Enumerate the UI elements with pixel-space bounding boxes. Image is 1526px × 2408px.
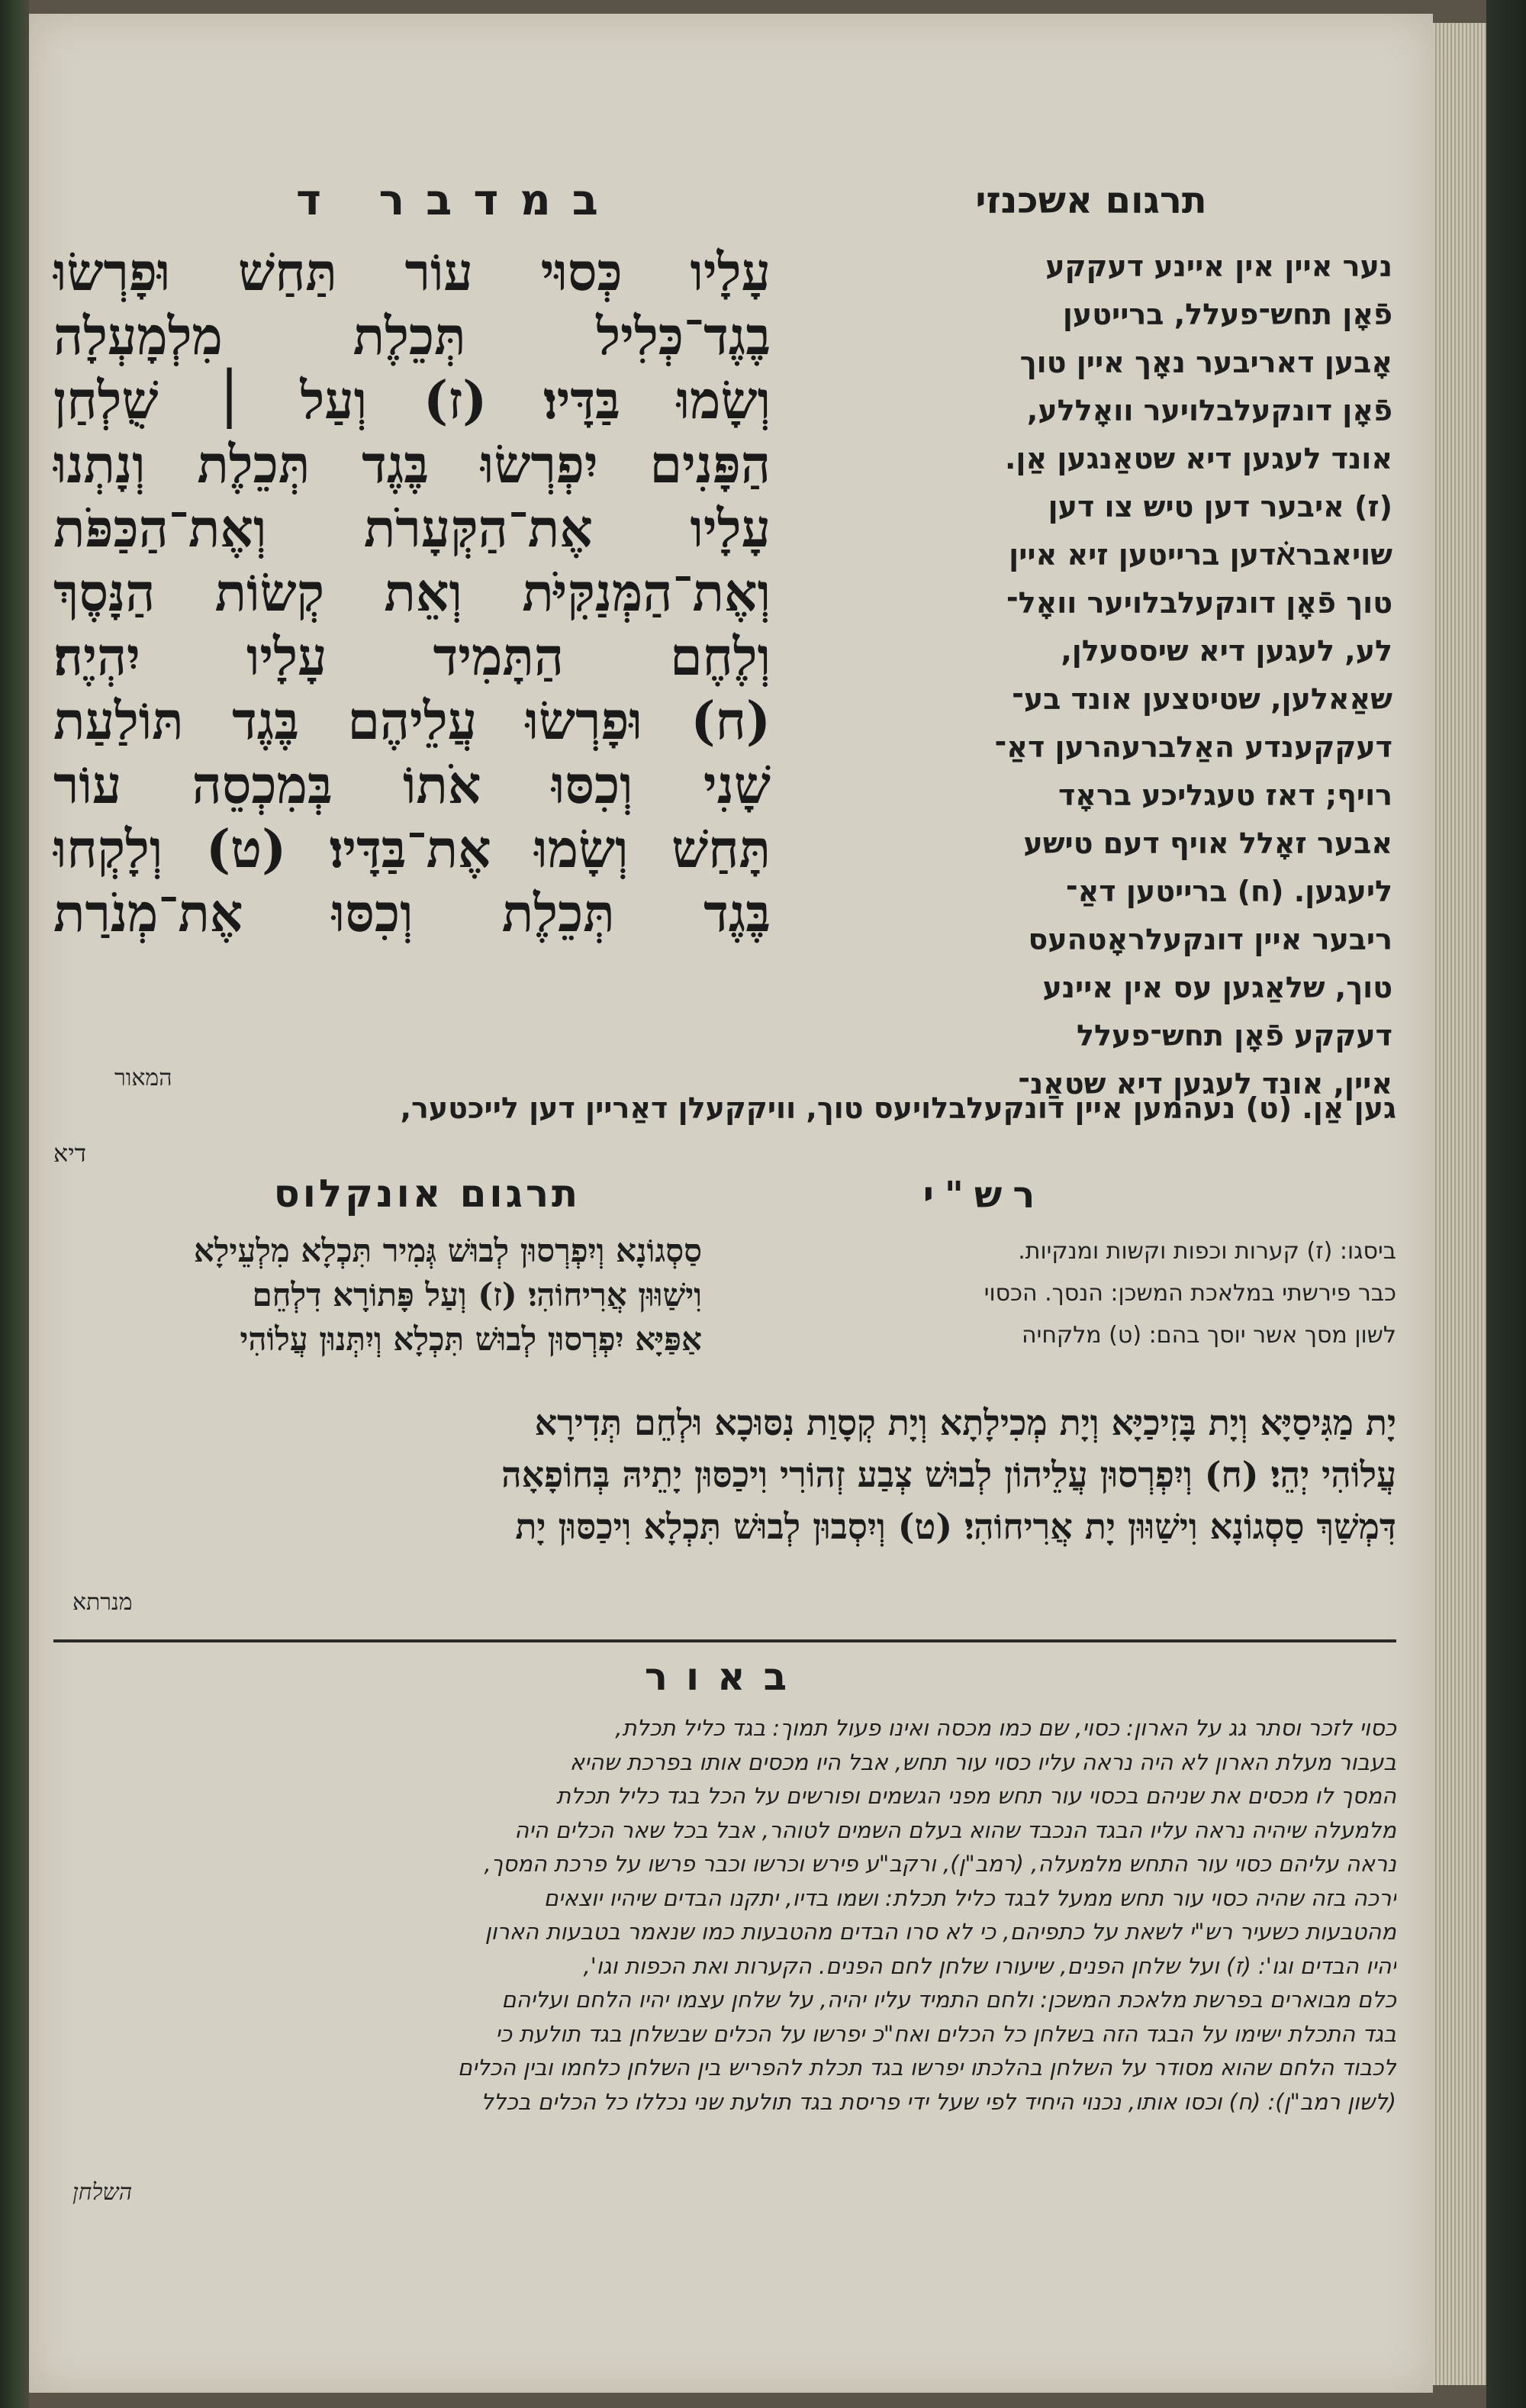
- onkelos-wide-line: יָת מַגִּיסַיָּא וְיָת בָּזִיכַיָּא וְיָת מְכִילָתָא וְיָת קְסָוַת נִסּוּכָא וּלְחֵם תְּדִירָא: [534, 1402, 1396, 1443]
- book-spine: [0, 0, 29, 2408]
- hebrew-line: (ח) וּפָרְשׂוּ עֲלֵיהֶם בֶּגֶד תּוֹלַעַת: [53, 691, 771, 752]
- targum-onkelos-text: [53, 1229, 702, 1362]
- targum-ashkenazi-text: [790, 243, 1392, 1108]
- yiddish-line: פֿאָן דונקעלבלויער וואָללע,: [1026, 394, 1392, 427]
- header-targum-onkelos: תרגום אונקלוס: [273, 1172, 581, 1216]
- catchword-minarta: מנרתא: [72, 1589, 133, 1616]
- yiddish-line: אבער זאָלל אויף דעם טישע: [1023, 827, 1392, 860]
- yiddish-line: ליעגען. (ח) ברייטען דאַ־: [1065, 875, 1392, 908]
- header-biur: באור: [644, 1655, 806, 1699]
- yiddish-line: פֿאָן תחש־פעלל, ברייטען: [1062, 298, 1392, 331]
- yiddish-line: דעקקענדע האַלברעהרען דאַ־: [994, 730, 1392, 764]
- yiddish-line: איין, אונד לעגען דיא שטאַנ־: [1018, 1067, 1392, 1101]
- biur-line: כסוי לזכר וסתר גג על הארון: כסוי, שם כמו מכסה ואינו פעול תמוך: בגד כליל תכלת,: [615, 1715, 1396, 1741]
- biur-line: יהיו הבדים וגו': (ז) ועל שלחן הפנים, שיעורו שלחן לחם הפנים. הקערות ואת הכפות וגו',: [583, 1952, 1396, 1979]
- yiddish-line: רויף; דאז טעגליכע בראָד: [1058, 778, 1392, 812]
- yiddish-line: שאַאלען, שטיטצען אונד בע־: [1012, 682, 1392, 716]
- back-cover: [1486, 0, 1526, 2408]
- header-rashi: רש"י: [922, 1174, 1046, 1217]
- yiddish-line: אָבען דאריבער נאָך איין טוך: [1019, 346, 1392, 379]
- yiddish-line: ריבער איין דונקעלראָטהעס: [1028, 923, 1392, 956]
- hebrew-line: וְאֶת־הַמְּנַקִּיֹּת וְאֵת קְשׂוֹת הַנָּסֶךְ: [53, 563, 771, 624]
- yiddish-line: (ז) איבער דען טיש צו דען: [1048, 490, 1392, 524]
- hebrew-line: הַפָּנִים יִפְרְשׂוּ בֶּגֶד תְּכֵלֶת וְנָתְנוּ: [53, 434, 771, 495]
- biur-line: בגד התכלת ישימו על הבגד הזה בשלחן כל הכלים ואח"כ יפרשו על הכלים שבשלחן בגד תולעת כי: [495, 2020, 1396, 2047]
- hebrew-line: עָלָיו כְּסוּי עוֹר תַּחַשׁ וּפָרְשׂוּ: [53, 242, 771, 303]
- yiddish-line: טוך, שלאַגען עס אין איינע: [1042, 971, 1392, 1004]
- catchword-dia: דיא: [53, 1139, 86, 1168]
- yiddish-line: דעקקע פֿאָן תחש־פעלל: [1076, 1019, 1392, 1052]
- biur-line: כלם מבוארים בפרשת מלאכת המשכן: ולחם התמיד עליו יהיה, על שלחן עצמו יהיו הלחם ועליהם: [501, 1987, 1396, 2013]
- biur-line: (לשון רמב"ן): (ח) וכסו אותו, נכנוי היחיד לפי שעל ידי פריסת בגד תולעת שני נכללו כל הכלים בכלל: [481, 2088, 1396, 2115]
- header-bamidbar: במדבר ד: [296, 176, 620, 225]
- hebrew-line: תָּחַשׁ וְשָׂמוּ אֶת־בַּדָּיו׃ (ט) וְלָקְחוּ: [53, 819, 771, 880]
- biur-line: ירכה בזה שהיה כסוי עור תחש ממעל לבגד כליל תכלת: ושמו בדיו, יתקנו הבדים שיהיו יוצאים: [543, 1884, 1396, 1911]
- biur-line: לכבוד הלחם שהוא מסודר על השלחן בהלכתו יפרשו בגד תכלת להפריש בין השלחן כלחמו ובין הכלים: [457, 2055, 1396, 2081]
- yiddish-line: אונד לעגען דיא שטאַנגען אַן.: [1005, 442, 1392, 475]
- yiddish-line: נער איין אין איינע דעקקע: [1045, 250, 1392, 283]
- rashi-line: כבר פירשתי במלאכת המשכן: הנסך. הכסוי: [984, 1280, 1396, 1307]
- hebrew-main-text: [53, 240, 771, 946]
- biur-line: מלמעלה שיהיה נראה עליו הבגד הנכבד שהוא בעלם השמים לטוהר, אבל בכל שאר הכלים היה: [514, 1816, 1396, 1843]
- hebrew-line: בֶּגֶד תְּכֵלֶת וְכִסּוּ אֶת־מְנֹרַת: [53, 883, 771, 944]
- hebrew-line: בֶגֶד־כְּלִיל תְּכֵלֶת מִלְמָעְלָה: [53, 306, 771, 367]
- catchword-hashulchan: השלחן: [72, 2179, 133, 2206]
- hebrew-line: וְלֶחֶם הַתָּמִיד עָלָיו יִהְיֶה׃: [53, 627, 771, 688]
- onkelos-line: וִישַׁוּוּן אֲרִיחוֹהִי׃ (ז) וְעַל פָּתוֹרָא דִלְחֵם: [252, 1276, 702, 1314]
- yiddish-line: שויאברא֗דען ברייטען זיא איין: [1009, 538, 1392, 572]
- hebrew-line: וְשָׂמוּ בַּדָּיו׃ (ז) וְעַל ׀ שֻׁלְחַן: [53, 370, 771, 431]
- hebrew-line: שָׁנִי וְכִסּוּ אֹתוֹ בְּמִכְסֵה עוֹר: [53, 755, 771, 816]
- biur-text: [53, 1711, 1396, 2119]
- catchword-hamaor: המאור: [114, 1065, 172, 1091]
- onkelos-wide-line: דִּמְשַׁךְ סַסְגוֹנָא וִישַׁוּוּן יָת אֲרִיחוֹהִי׃ (ט) וְיִסְבוּן לְבוּשׁ תִּכְלָא וִיכַסּוּן יָת: [515, 1506, 1396, 1547]
- onkelos-wide-line: עֲלוֹהִי יְהֵי׃ (ח) וְיִפְרְסוּן עֲלֵיהוֹן לְבוּשׁ צְבַע זְהוֹרִי וִיכַסּוּן יָתֵיהּ בְּחוֹפָאָה: [501, 1454, 1396, 1495]
- targum-onkelos-wide-text: [53, 1397, 1396, 1552]
- biur-line: בעבור מעלת הארון לא היה נראה עליו כסוי עור תחש, אבל היו מכסים אותו בפרכת שהיא: [569, 1749, 1396, 1775]
- biur-line: מהטבעות כשעיר רש"י לשאת על כתפיהם, כי לא סרו הבדים מהטבעות כמו שנאמר בטבעות הארון: [485, 1919, 1396, 1945]
- rashi-text: [706, 1230, 1396, 1356]
- biur-line: נראה עליהם כסוי עור התחש מלמעלה, (רמב"ן), ורקב"ע פירש וכרשו וכבר פרשו על פרכת המסך,: [484, 1851, 1396, 1877]
- hebrew-line: עָלָיו אֶת־הַקְּעָרֹת וְאֶת־הַכַּפֹּת: [53, 498, 771, 559]
- yiddish-line: לע, לעגען דיא שיססעלן,: [1061, 634, 1392, 668]
- section-divider: [53, 1639, 1396, 1642]
- biur-line: המסך לו מכסים את שניהם בכסוי עור תחש מפני הגשמים ופורשים על הכל בגד כליל תכלת: [556, 1783, 1396, 1809]
- rashi-line: לשון מסך אשר יוסך בהם: (ט) מלקחיה: [1022, 1322, 1396, 1349]
- onkelos-line: סַסְגוֹנָא וְיִפְרְסוּן לְבוּשׁ גְּמִיר תִּכְלָא מִלְעֵילָא: [193, 1232, 702, 1269]
- targum-ashkenazi-continuation: גען אַן. (ט) נעהמען איין דונקעלבלויעס טוך, וויקקעלן דאַריין דען לייכטער,: [400, 1091, 1396, 1125]
- header-targum-ashkenazi: תרגום אשכנזי: [975, 179, 1207, 222]
- yiddish-line: טוך פֿאָן דונקעלבלויער וואָל־: [1006, 586, 1392, 620]
- page-edges: [1433, 23, 1486, 2385]
- onkelos-line: אַפַּיָּא יִפְרְסוּן לְבוּשׁ תִּכְלָא וְיִתְּנוּן עֲלוֹהִי: [240, 1320, 702, 1358]
- rashi-line: ביסגו: (ז) קערות וכפות וקשות ומנקיות.: [1018, 1238, 1396, 1265]
